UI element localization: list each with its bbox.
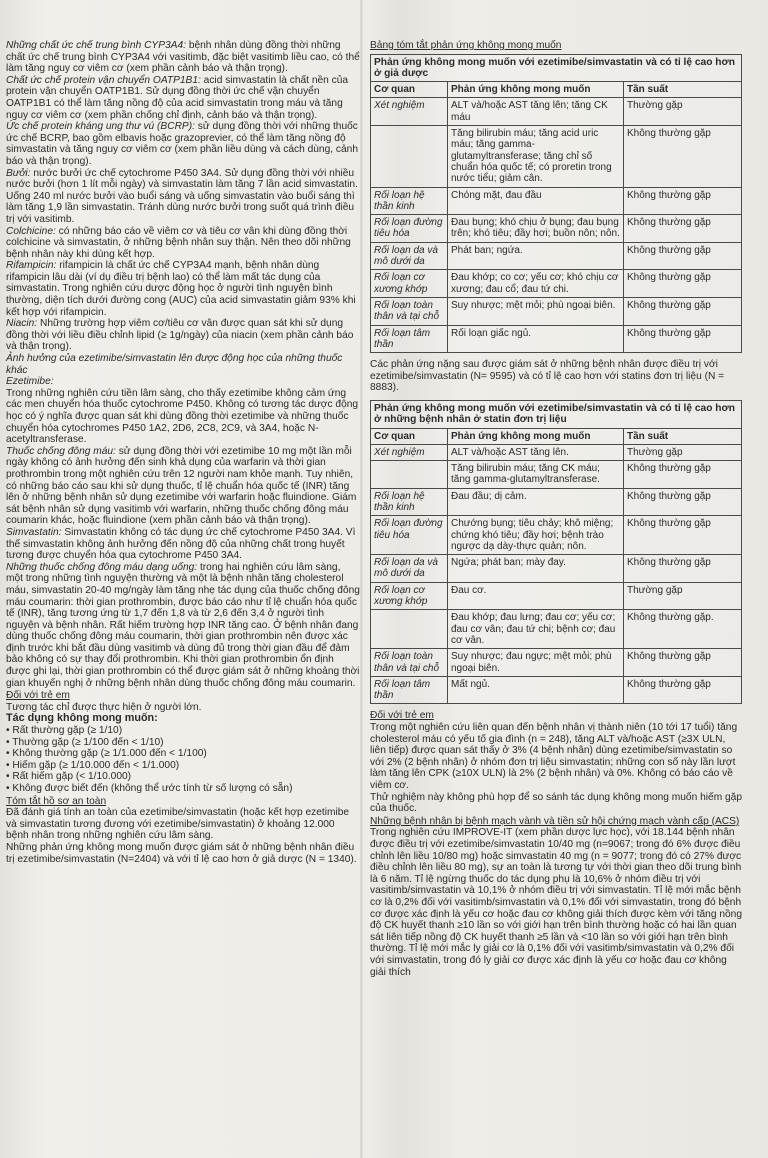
table-row — [371, 488, 742, 516]
interaction-paragraphs — [6, 40, 360, 353]
frequency-cell: Không thường gặp — [624, 187, 742, 215]
column-header-organ: Cơ quan — [371, 428, 448, 444]
frequency-cell: Không thường gặp — [624, 649, 742, 677]
paragraph-lead: Chất ức chế protein vận chuyển OATP1B1: — [6, 74, 201, 86]
interaction-paragraph — [6, 226, 360, 261]
frequency-cell: Thường gặp — [624, 582, 742, 610]
table-row — [371, 215, 742, 243]
table-row — [371, 555, 742, 583]
frequency-cell: Không thường gặp — [624, 488, 742, 516]
column-header-organ: Cơ quan — [371, 82, 448, 98]
children-heading-right: Đối với trẻ em — [370, 710, 434, 722]
safety-text-1: Đã đánh giá tính an toàn của ezetimibe/simvastatin (hoặc kết hợp ezetimibe và simvastatin tương đương với ezetimibe/simvastatin) ở khoảng 12.000 bệnh nhân trong những nghiên cứu lâm sàng. — [6, 807, 350, 842]
right-column — [370, 40, 742, 978]
table-row — [371, 610, 742, 649]
table-row — [371, 516, 742, 555]
organ-cell: Rối loạn da và mô dưới da — [371, 555, 448, 583]
frequency-cell: Thường gặp — [624, 444, 742, 460]
reaction-cell: Suy nhược; đau ngực; mệt mỏi; phù ngoại biên. — [448, 649, 624, 677]
frequency-cell: Không thường gặp — [624, 297, 742, 325]
reaction-cell: Chóng mặt, đau đầu — [448, 187, 624, 215]
acs-heading: Những bệnh nhân bị bệnh mạch vành và tiền sử hội chứng mạch vành cấp (ACS) — [370, 815, 740, 827]
paragraph-text: sử dụng đồng thời với những thuốc ức chế BCRP, bao gồm elbavis hoặc grazoprevier, có thể làm tăng nồng độ simvastatin và tăng nguy cơ viêm cơ (xem phần liều dùng và cách dùng, cảnh báo và thận trọng). — [6, 121, 359, 167]
organ-cell — [371, 461, 448, 489]
column-header-reaction: Phản ứng không mong muốn — [448, 82, 624, 98]
frequency-cell: Không thường gặp — [624, 676, 742, 704]
paragraph-text: rifampicin là chất ức chế CYP3A4 mạnh, bệnh nhân dùng rifampicin lâu dài (ví dụ điều trị bệnh lao) có thể làm mất tác dụng của simvastatin. Trong nghiên cứu dược động học ở người tình nguyện bình thường, diện tích dưới đường cong (AUC) của acid simvastatin giảm 93% khi kết hợp với rifampicin. — [6, 260, 356, 318]
organ-cell: Rối loạn cơ xương khớp — [371, 270, 448, 298]
safety-text-2: Những phản ứng không mong muốn được giám sát ở những bệnh nhân điều trị ezetimibe/simvastatin (N=2404) và với tỉ lệ cao hơn ở giả dược (N = 1340). — [6, 841, 357, 865]
children-text-right-2: Thử nghiệm này không phù hợp để so sánh tác dụng không mong muốn hiếm gặp của thuốc. — [370, 791, 743, 815]
paragraph-lead: Bưởi: — [6, 167, 31, 179]
anticoag-lead: Thuốc chống đông máu: — [6, 445, 116, 457]
anticoag-paragraph — [6, 446, 360, 527]
organ-cell: Xét nghiệm — [371, 444, 448, 460]
table-row — [371, 461, 742, 489]
list-item: • Rất thường gặp (≥ 1/10) — [6, 725, 360, 737]
table-caption: Phản ứng không mong muốn với ezetimibe/simvastatin và có tỉ lệ cao hơn ở những bệnh nhân ở statin đơn trị liệu — [371, 400, 742, 428]
safety-heading: Tóm tắt hồ sơ an toàn — [6, 795, 107, 807]
reaction-cell: Đau đầu; dị cảm. — [448, 488, 624, 516]
children-text-right-1: Trong một nghiên cứu liên quan đến bệnh nhân vị thành niên (10 tới 17 tuổi) tăng cholesterol máu có yếu tố gia đình (n = 248), tăng ALT và/hoặc AST (≥3X ULN, liên tiếp) được quan sát thấy ở 3% (4 bệnh nhân) dùng ezetimibe/simvastatin so với 2% (2 bệnh nhân) ở nhóm đơn trị liệu simvastatin; những con số này lần lượt làm tăng lên CPK (≥10X ULN) là 2% (2 bệnh nhân) và 0%. Không có báo cáo về viêm cơ. — [370, 722, 738, 791]
frequency-list — [6, 725, 360, 795]
frequency-cell: Không thường gặp. — [624, 610, 742, 649]
pk-section-title: Ảnh hưởng của ezetimibe/simvastatin lên được động học của những thuốc khác — [6, 353, 343, 376]
frequency-cell: Không thường gặp — [624, 270, 742, 298]
page-fold — [360, 0, 363, 1158]
interaction-paragraph — [6, 121, 360, 167]
organ-cell: Rối loạn tâm thần — [371, 676, 448, 704]
interaction-paragraph — [6, 40, 360, 75]
table-row — [371, 582, 742, 610]
organ-cell: Xét nghiệm — [371, 98, 448, 126]
reaction-cell: ALT và/hoặc AST tăng lên; tăng CK máu — [448, 98, 624, 126]
anticoag-text: sử dụng đồng thời với ezetimibe 10 mg một lần mỗi ngày không có ảnh hưởng đến sinh khả dụng của warfarin và thời gian prothrombin trong một nghiên cứu trên 12 người nam khỏe mạnh. Tuy nhiên, có những báo cáo sau khi sử dụng thuốc, tỉ lệ chuẩn hóa quốc tế (INR) tăng lên ở những bệnh nhân sử dụng ezetimibe với warfarin hoặc fluindione. Giám sát bệnh nhân sử dụng vasitimb với warfarin, những thuốc chống đông máu coumarin khác, hoặc fluindione (xem phần cảnh báo và thận trọng). — [6, 445, 357, 527]
table-row — [371, 242, 742, 270]
table-row — [371, 297, 742, 325]
table-body — [371, 98, 742, 353]
column-header-frequency: Tần suất — [624, 82, 742, 98]
children-heading: Đối với trẻ em — [6, 690, 70, 702]
left-column — [6, 40, 360, 865]
organ-cell — [371, 126, 448, 187]
ezetimibe-text: Trong những nghiên cứu tiền lâm sàng, cho thấy ezetimibe không cảm ứng các men chuyển hóa thuốc cytochrome P450. Không có tương tác dược động học có ý nghĩa được quan sát khi dùng đồng thời ezetimibe và những thuốc chuyển hóa cytochromes P450 1A2, 2D6, 2C8, 2C9, và 3A4, hoặc N-acetyltransferase. — [6, 387, 359, 446]
adverse-effects-heading: Tác dụng không mong muốn: — [6, 712, 158, 725]
simvastatin-text: Simvastatin không có tác dụng ức chế cytochrome P450 3A4. Vì thế simvastatin không ảnh hưởng đến nồng độ của những chất trong huyết tương được chuyển hóa qua cytochrome P450 3A4. — [6, 526, 356, 562]
frequency-cell: Không thường gặp — [624, 126, 742, 187]
organ-cell: Rối loạn da và mô dưới da — [371, 242, 448, 270]
reaction-cell: Đau bụng; khó chịu ở bụng; đau bụng trên; khó tiêu; đầy hơi; buồn nôn; nôn. — [448, 215, 624, 243]
reaction-cell: Đau khớp; đau lưng; đau cơ; yếu cơ; đau cơ vân; đau tứ chi; bệnh cơ; đau cơ vân. — [448, 610, 624, 649]
reaction-cell: Rối loạn giấc ngủ. — [448, 325, 624, 353]
frequency-cell: Không thường gặp — [624, 516, 742, 555]
table-body — [371, 444, 742, 704]
organ-cell: Rối loạn đường tiêu hóa — [371, 516, 448, 555]
table-row — [371, 649, 742, 677]
list-item: • Thường gặp (≥ 1/100 đến < 1/10) — [6, 737, 360, 749]
organ-cell: Rối loạn hệ thần kinh — [371, 187, 448, 215]
reaction-cell: Phát ban; ngứa. — [448, 242, 624, 270]
paragraph-text: có những báo cáo về viêm cơ và tiêu cơ vân khi dùng đồng thời colchicine và simvastatin, ở những bệnh nhân suy thận. Nên theo dõi những bệnh nhân này khi dùng kết hợp. — [6, 225, 351, 260]
children-text: Tương tác chỉ được thực hiện ở người lớn. — [6, 701, 202, 713]
oral-anticoag-lead: Những thuốc chống đông máu dạng uống: — [6, 561, 198, 573]
between-tables-text: Các phản ứng nặng sau được giám sát ở những bệnh nhân được điều trị với ezetimibe/simvastatin (N= 9595) và có tỉ lệ cao hơn với statins đơn trị liệu (N = 8883). — [370, 359, 725, 394]
reaction-cell: Ngứa; phát ban; mày đay. — [448, 555, 624, 583]
organ-cell: Rối loạn tâm thần — [371, 325, 448, 353]
organ-cell: Rối loạn toàn thân và tại chỗ — [371, 297, 448, 325]
frequency-cell: Không thường gặp — [624, 242, 742, 270]
reaction-cell: Tăng bilirubin máu; tăng acid uric máu; tăng gamma-glutamyltransferase; tăng chỉ số chuẩn hóa quốc tế; có proretin trong nước tiểu; giảm cân. — [448, 126, 624, 187]
acs-text: Trong nghiên cứu IMPROVE-IT (xem phần dược lực học), với 18.144 bệnh nhân được điều trị với ezetimibe/simvastatin 10/40 mg (n=9067; trong đó 6% được điều chỉnh lên liều 10/80 mg) hoặc simvastatin 40 mg (n = 9077; trong đó có 27% được điều chỉnh lên liều 80 mg), sự an toàn là tương tự với thời gian theo dõi trung bình là 6 năm. Tỉ lệ ngừng thuốc do tác dụng phụ là 10,6% ở nhóm điều trị với vasitimb/simvastatin và 10,1% ở nhóm điều trị với simvastatin. Tỉ lệ mới mắc bệnh cơ là 0,2% đối với vasitimb/simvastatin và 0,1% đối với simvastatin, trong đó bệnh cơ được xác định là yếu cơ hoặc đau cơ không giải thích được kèm với tăng nồng độ CK huyết thanh ≥10 lần so với giới hạn trên bình thường hoặc có hai lần quan sát liên tiếp nồng độ CK huyết thanh ≥5 lần và <10 lần so với giới hạn trên bình thường. Tỉ lệ mới mắc ly giải cơ là 0,1% đối với vasitimb/simvastatin và 0,2% đối với simvastatin, trong đó ly giải cơ được xác định là yếu cơ hoặc đau cơ không giải thích — [370, 827, 742, 978]
paragraph-text: acid simvastatin là chất nền của protein vận chuyển OATP1B1. Sử dụng đồng thời ức chế vận chuyển OATP1B1 có thể làm tăng nồng độ của acid simvastatin trong máu và tăng nguy cơ viêm cơ (xem phần chống chỉ định, cảnh báo và thận trọng). — [6, 74, 349, 121]
reaction-cell: Đau cơ. — [448, 582, 624, 610]
frequency-cell: Không thường gặp — [624, 215, 742, 243]
organ-cell: Rối loạn toàn thân và tại chỗ — [371, 649, 448, 677]
list-item: • Không thường gặp (≥ 1/1.000 đến < 1/100) — [6, 748, 360, 760]
reaction-cell: Tăng bilirubin máu; tăng CK máu; tăng gamma-glutamyltransferase. — [448, 461, 624, 489]
interaction-paragraph — [6, 168, 360, 226]
adverse-reactions-table-statin — [370, 400, 742, 705]
table-row — [371, 676, 742, 704]
table-row — [371, 325, 742, 353]
list-item: • Rất hiếm gặp (< 1/10.000) — [6, 771, 360, 783]
interaction-paragraph — [6, 260, 360, 318]
column-header-reaction: Phản ứng không mong muốn — [448, 428, 624, 444]
reaction-cell: Đau khớp; co cơ; yếu cơ; khó chịu cơ xương; đau cổ; đau tứ chi. — [448, 270, 624, 298]
paragraph-lead: Những chất ức chế trung bình CYP3A4: — [6, 40, 186, 51]
paragraph-text: nước bưởi ức chế cytochrome P450 3A4. Sử dụng đồng thời với nhiều nước bưởi (hơn 1 lít mỗi ngày) và simvastatin làm tăng 7 lần acid simvastatin. Uống 240 ml nước bưởi vào buổi sáng và uống simvastatin vào buổi sáng thì làm tăng 1,9 lần simvastatin. Tránh dùng nước bưởi trong suốt quá trình điều trị với vasitimb. — [6, 167, 358, 225]
frequency-cell: Thường gặp — [624, 98, 742, 126]
list-item: • Không được biết đến (không thể ước tính từ số lượng có sẵn) — [6, 783, 360, 795]
ezetimibe-label: Ezetimibe: — [6, 376, 54, 388]
frequency-cell: Không thường gặp — [624, 325, 742, 353]
organ-cell: Rối loạn đường tiêu hóa — [371, 215, 448, 243]
paragraph-lead: Niacin: — [6, 318, 38, 330]
simvastatin-lead: Simvastatin: — [6, 526, 62, 538]
simvastatin-paragraph — [6, 527, 360, 562]
paragraph-lead: Colchicine: — [6, 225, 56, 237]
oral-anticoag-text: trong hai nghiên cứu lâm sàng, một trong những tình nguyện thường và một là bệnh nhân tăng cholesterol máu, simvastatin 20-40 mg/ngày làm tăng nhẹ tác dụng của thuốc chống đông máu coumarin: thời gian prothrombin, được báo cáo như tỉ lệ chuẩn hóa quốc tế (INR), tăng tương ứng từ 1,7 đến 1,8 và từ 2,6 đến 3,4 ở người tình nguyện và bệnh nhân. Rất hiếm trường hợp INR tăng cao. Ở bệnh nhân đang dùng thuốc chống đông máu coumarin, thời gian prothrombin nên được xác định trước khi bắt đầu dùng vasitimb và dùng đủ trong thời gian đầu để đảm bảo không có sự thay đổi prothrombin. Khi thời gian prothrombin ổn định được ghi lại, thời gian prothrombin có thể được giám sát ở những khoảng thời gian khuyến nghị ở những bệnh nhân dùng thuốc chống đông máu coumarin. — [6, 561, 360, 689]
organ-cell: Rối loạn cơ xương khớp — [371, 582, 448, 610]
paragraph-text: Những trường hợp viêm cơ/tiêu cơ vân được quan sát khi sử dụng đồng thời với liều điều chỉnh lipid (≥ 1g/ngày) của niacin (xem phần cảnh báo và thận trọng). — [6, 318, 354, 353]
reaction-cell: ALT và/hoặc AST tăng lên. — [448, 444, 624, 460]
column-header-frequency: Tần suất — [624, 428, 742, 444]
table-caption: Phản ứng không mong muốn với ezetimibe/simvastatin và có tỉ lệ cao hơn ở giả dược — [371, 54, 742, 82]
table-row — [371, 270, 742, 298]
paragraph-text: bệnh nhân dùng đồng thời những chất ức chế trung bình CYP3A4 với vasitimb, đặc biệt vasitimb liều cao, có thể làm tăng nguy cơ viêm cơ (xem phần cảnh báo và thận trọng). — [6, 40, 360, 75]
table-row — [371, 444, 742, 460]
interaction-paragraph — [6, 318, 360, 353]
oral-anticoag-paragraph — [6, 562, 360, 690]
table-row — [371, 187, 742, 215]
frequency-cell: Không thường gặp — [624, 461, 742, 489]
paragraph-lead: Rifampicin: — [6, 260, 57, 272]
interaction-paragraph — [6, 75, 360, 121]
organ-cell — [371, 610, 448, 649]
reaction-cell: Mất ngủ. — [448, 676, 624, 704]
reaction-cell: Chướng bụng; tiêu chảy; khô miệng; chứng khó tiêu; đầy hơi; bệnh trào ngược dạ dày-thực quản; nôn. — [448, 516, 624, 555]
table-row — [371, 126, 742, 187]
adverse-reactions-table-placebo — [370, 54, 742, 354]
paragraph-lead: Ức chế protein kháng ung thư vú (BCRP): — [6, 121, 195, 133]
reaction-cell: Suy nhược; mệt mỏi; phù ngoại biên. — [448, 297, 624, 325]
table-row — [371, 98, 742, 126]
summary-table-title: Bảng tóm tắt phản ứng không mong muốn — [370, 40, 562, 51]
frequency-cell: Không thường gặp — [624, 555, 742, 583]
organ-cell: Rối loạn hệ thần kinh — [371, 488, 448, 516]
list-item: • Hiếm gặp (≥ 1/10.000 đến < 1/1.000) — [6, 760, 360, 772]
